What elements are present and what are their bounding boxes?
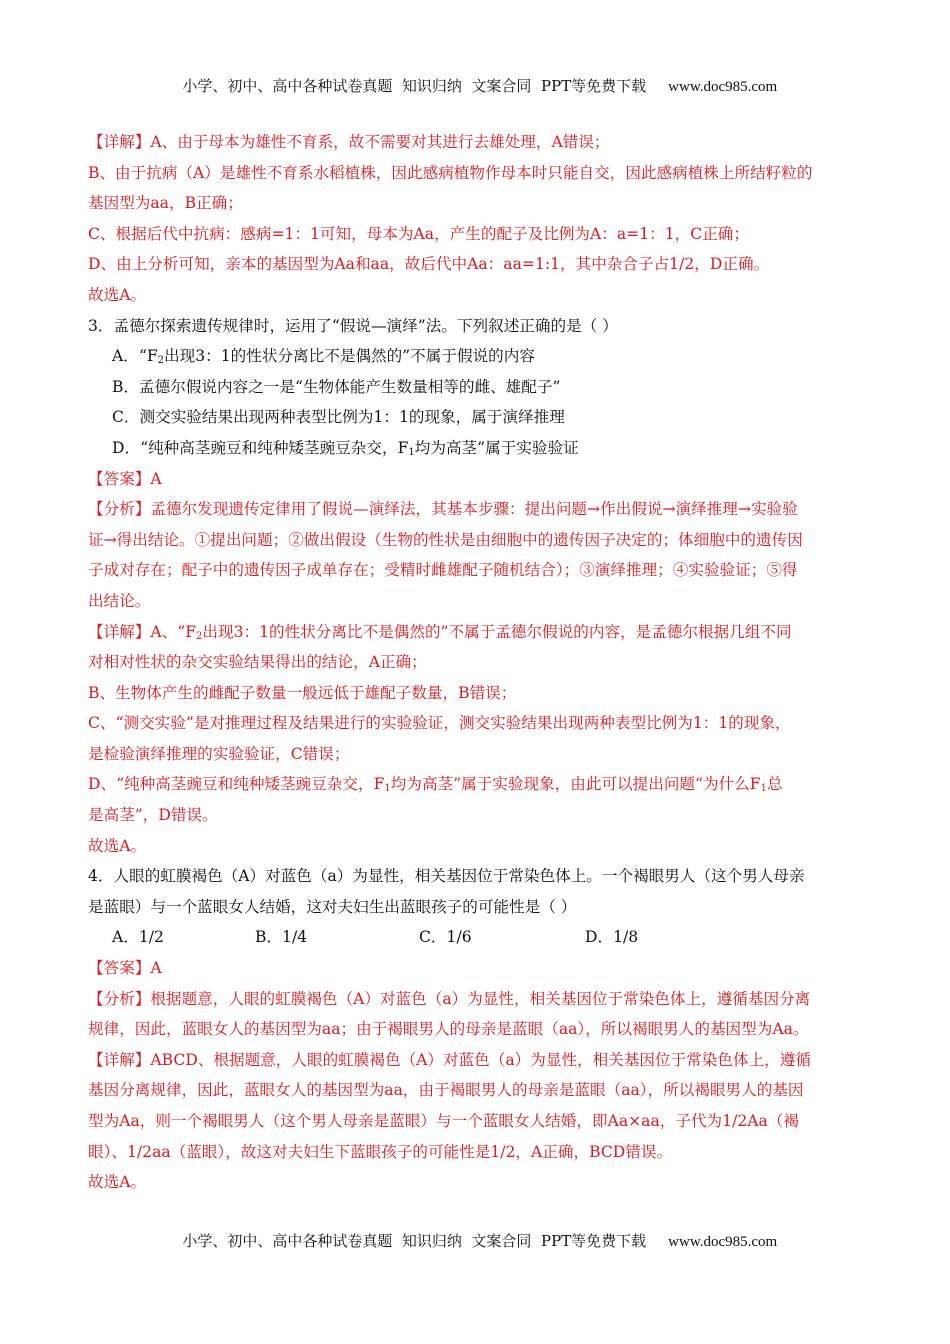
q3-option-b: B．孟德尔假说内容之一是“生物体能产生数量相等的雌、雄配子” <box>112 377 561 396</box>
q2-detail-line: C、根据后代中抗病：感病=1：1可知，母本为Aa，产生的配子及比例为A：a=1：1，C正确； <box>88 224 749 243</box>
q4-option-d: D．1/8 <box>585 928 639 947</box>
q4-options <box>88 922 868 953</box>
q3-detail-line: C、“测交实验”是对推理过程及结果进行的实验验证，测交实验结果出现两种表型比例为1：1的现象， <box>88 714 791 733</box>
q2-detail-line: B、由于抗病（A）是雄性不育系水稻植株，因此感病植物作母本时只能自交，因此感病植株上所结籽粒的 <box>88 163 813 182</box>
q2-detail-line: 【详解】A、由于母本为雄性不育系，故不需要对其进行去雄处理，A错误； <box>88 133 610 151</box>
q3-detail-line: 是高茎”，D错误。 <box>88 806 218 825</box>
q3-analysis-line: 出结论。 <box>88 591 151 610</box>
header-text: 小学、初中、高中各种试卷真题 知识归纳 文案合同 PPT等免费下载 <box>182 77 647 95</box>
q4-detail-line: 基因分离规律，因此，蓝眼女人的基因型为aa，由于褐眼男人的母亲是蓝眼（aa），所以褐眼男人的基因 <box>88 1081 804 1100</box>
header-url[interactable]: www.doc985.com <box>668 79 778 95</box>
q3-option-c: C．测交实验结果出现两种表型比例为1：1的现象，属于演绎推理 <box>112 408 565 427</box>
page-footer <box>0 1214 950 1251</box>
q4-option-c: C．1/6 <box>419 928 472 947</box>
q4-conclusion: 故选A。 <box>88 1173 147 1192</box>
q4-detail-line: 型为Aa，则一个褐眼男人（这个男人母亲是蓝眼）与一个蓝眼女人结婚，即Aa×aa，子代为1/2Aa（褐 <box>88 1112 799 1130</box>
q2-detail-line: 基因型为aa，B正确； <box>88 194 243 213</box>
q2-conclusion: 故选A。 <box>88 285 147 304</box>
q4-analysis-line: 【分析】根据题意，人眼的虹膜褐色（A）对蓝色（a）为显性，相关基因位于常染色体上，遵循基因分离 <box>88 989 811 1008</box>
q3-detail-line: 对相对性状的杂交实验结果得出的结论，A正确； <box>88 653 427 672</box>
footer-url[interactable]: www.doc985.com <box>668 1234 778 1250</box>
q3-detail-line: B、生物体产生的雌配子数量一般远低于雄配子数量，B错误； <box>88 683 517 702</box>
q3-stem: 3．孟德尔探索遗传规律时，运用了“假说—演绎”法。下列叙述正确的是（ ） <box>88 316 618 335</box>
q3-analysis-line: 证→得出结论。①提出问题；②做出假设（生物的性状是由细胞中的遗传因子决定的；体细胞中的遗传因 <box>88 530 803 549</box>
q3-analysis-line: 子成对存在；配子中的遗传因子成单存在；受精时雌雄配子随机结合）；③演绎推理；④实验验证；⑤得 <box>88 561 798 580</box>
q3-answer: 【答案】A <box>88 469 162 488</box>
q4-option-a: A．1/2 <box>112 928 164 947</box>
q4-answer: 【答案】A <box>88 959 162 978</box>
q3-detail-line: D、“纯种高茎豌豆和纯种矮茎豌豆杂交，$F_1$均为高茎”属于实验现象，由此可以提出问题“为什么$F_1$总 <box>88 775 783 795</box>
q4-analysis-line: 规律，因此，蓝眼女人的基因型为aa；由于褐眼男人的母亲是蓝眼（aa），所以褐眼男人的基因型为Aa。 <box>88 1020 809 1039</box>
q3-analysis-line: 【分析】孟德尔发现遗传定律用了假说—演绎法，其基本步骤：提出问题→作出假说→演绎推理→实验验 <box>88 500 798 519</box>
q3-option-d: D．“纯种高茎豌豆和纯种矮茎豌豆杂交，$F_1$均为高茎”属于实验验证 <box>112 438 579 458</box>
q3-option-a: A．“$F_2$出现3：1的性状分离比不是偶然的”不属于假说的内容 <box>112 347 535 367</box>
page-header <box>0 59 950 96</box>
q3-detail-line: 是检验演绎推理的实验验证，C错误； <box>88 744 350 763</box>
q2-detail-line: D、由上分析可知，亲本的基因型为Aa和aa，故后代中Aa：aa=1:1，其中杂合子占1/2，D正确。 <box>88 255 770 274</box>
q3-conclusion: 故选A。 <box>88 836 147 855</box>
q4-detail-line: 眼）、1/2aa（蓝眼），故这对夫妇生下蓝眼孩子的可能性是1/2，A正确，BCD错误。 <box>88 1142 673 1161</box>
footer-text: 小学、初中、高中各种试卷真题 知识归纳 文案合同 PPT等免费下载 <box>182 1232 647 1250</box>
q4-option-b: B．1/4 <box>255 928 308 947</box>
q4-detail-line: 【详解】ABCD、根据题意，人眼的虹膜褐色（A）对蓝色（a）为显性，相关基因位于常染色体上，遵循 <box>88 1050 811 1069</box>
q3-detail-line: 【详解】A、“$F_2$出现3：1的性状分离比不是偶然的”不属于孟德尔假说的内容，是孟德尔根据几组不同 <box>88 622 792 642</box>
q4-stem-line: 4．人眼的虹膜褐色（A）对蓝色（a）为显性，相关基因位于常染色体上。一个褐眼男人（这个男人母亲 <box>88 867 805 886</box>
q4-stem-line: 是蓝眼）与一个蓝眼女人结婚，这对夫妇生出蓝眼孩子的可能性是（ ） <box>88 897 577 916</box>
document-body <box>88 127 868 1198</box>
